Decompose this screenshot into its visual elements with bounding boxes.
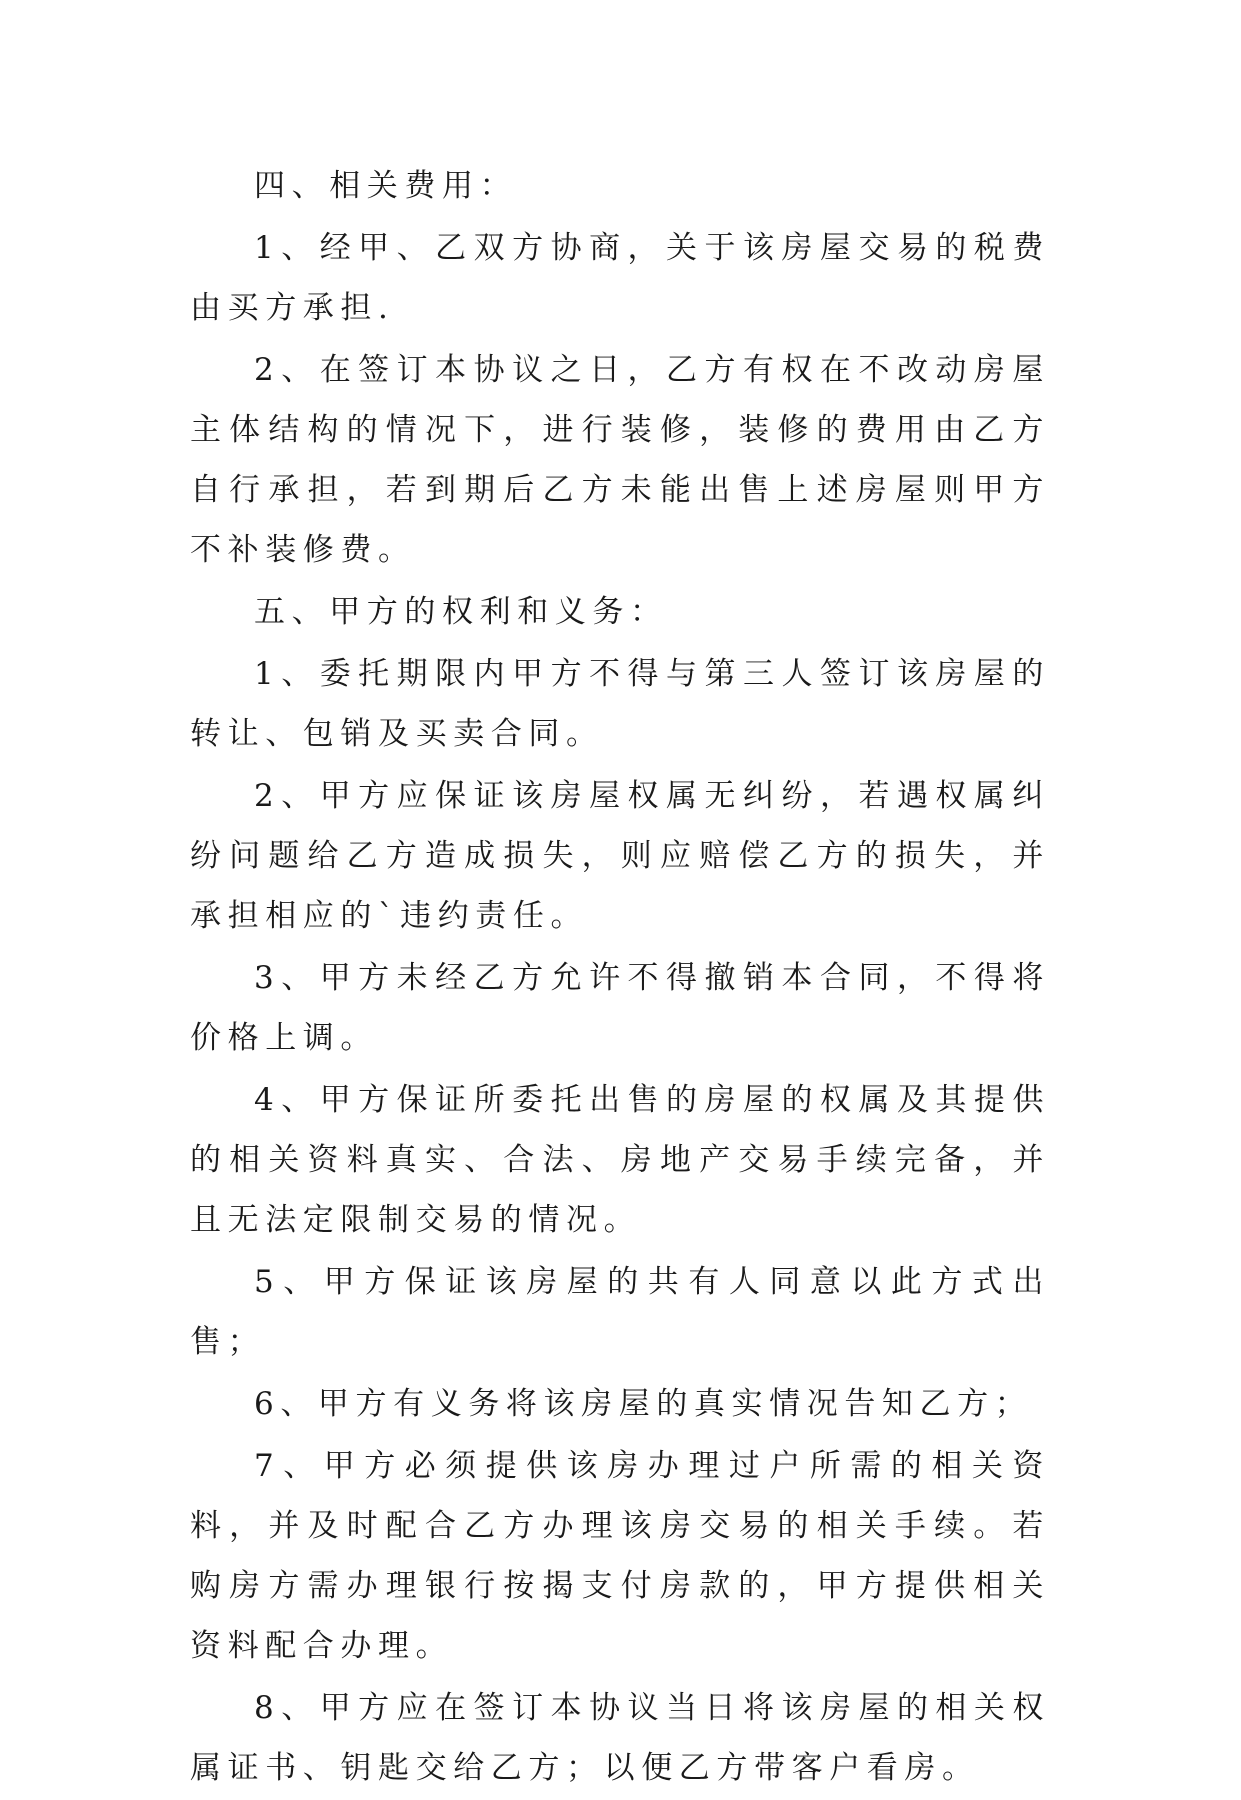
obligation-clause-1: 1、委托期限内甲方不得与第三人签订该房屋的转让、包销及买卖合同。 xyxy=(190,656,1050,752)
obligation-clause-6: 6、甲方有义务将该房屋的真实情况告知乙方； xyxy=(254,1386,1033,1422)
document-body xyxy=(190,156,1050,1800)
section-heading-fees: 四、相关费用： xyxy=(254,168,518,204)
obligation-clause-3: 3、甲方未经乙方允许不得撤销本合同，不得将价格上调。 xyxy=(190,960,1050,1056)
obligation-clause-5: 5、甲方保证该房屋的共有人同意以此方式出售； xyxy=(190,1264,1050,1360)
obligation-clause-2: 2、甲方应保证该房屋权属无纠纷，若遇权属纠纷问题给乙方造成损失，则应赔偿乙方的损失，并承担相应的`违约责任。 xyxy=(190,778,1050,934)
obligation-clause-4: 4、甲方保证所委托出售的房屋的权属及其提供的相关资料真实、合法、房地产交易手续完备，并且无法定限制交易的情况。 xyxy=(190,1082,1050,1238)
fees-clause-1: 1、经甲、乙双方协商，关于该房屋交易的税费由买方承担. xyxy=(190,230,1050,326)
section-heading-rights-obligations: 五、甲方的权利和义务： xyxy=(254,594,668,630)
fees-clause-2: 2、在签订本协议之日，乙方有权在不改动房屋主体结构的情况下，进行装修，装修的费用由乙方自行承担，若到期后乙方未能出售上述房屋则甲方不补装修费。 xyxy=(190,352,1050,568)
obligation-clause-8: 8、甲方应在签订本协议当日将该房屋的相关权属证书、钥匙交给乙方；以便乙方带客户看房。 xyxy=(190,1690,1050,1786)
obligation-clause-7: 7、甲方必须提供该房办理过户所需的相关资料，并及时配合乙方办理该房交易的相关手续。若购房方需办理银行按揭支付房款的，甲方提供相关资料配合办理。 xyxy=(190,1448,1050,1664)
